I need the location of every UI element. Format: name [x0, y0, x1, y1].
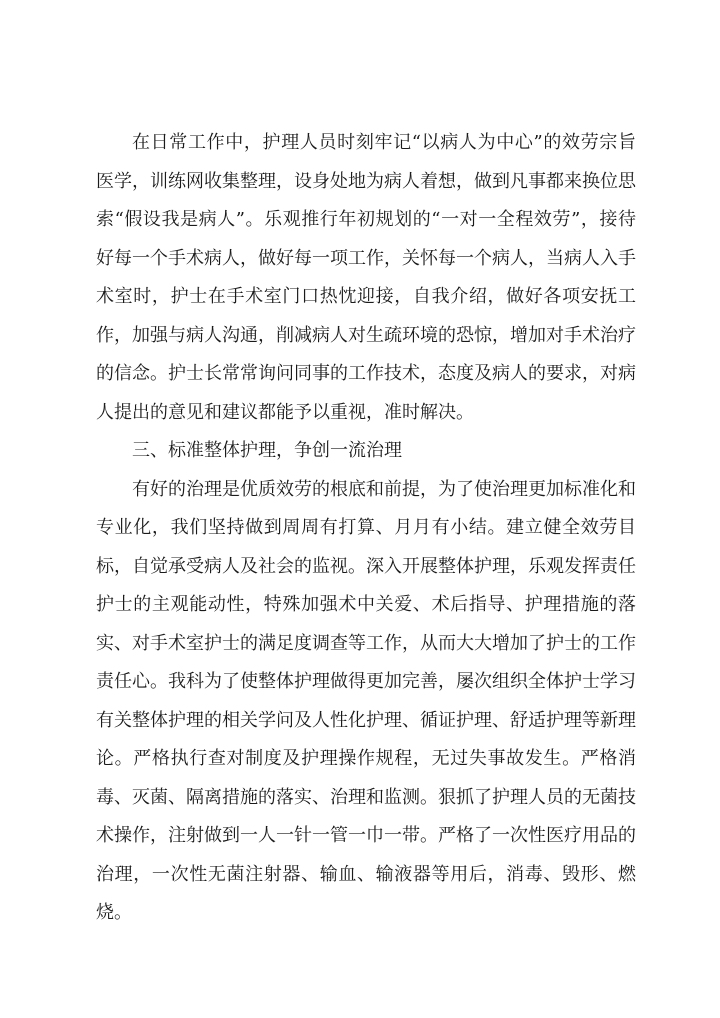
paragraph-management-standardization: 有好的治理是优质效劳的根底和前提，为了使治理更加标准化和专业化，我们坚持做到周周有打算、月月有小结。建立健全效劳目标，自觉承受病人及社会的监视。深入开展整体护理，乐观发挥责任护士的主观能动性，特殊加强术中关爱、术后指导、护理措施的落实、对手术室护士的满足度调查等工作，从而大大增加了护士的工作责任心。我科为了使整体护理做得更加完善，屡次组织全体护士学习有关整体护理的相关学问及人性化护理、循证护理、舒适护理等新理论。严格执行查对制度及护理操作规程，无过失事故发生。严格消毒、灭菌、隔离措施的落实、治理和监测。狠抓了护理人员的无菌技术操作，注射做到一人一针一管一巾一带。严格了一次性医疗用品的治理，一次性无菌注射器、输血、输液器等用后，消毒、毁形、燃烧。: [96, 478, 636, 923]
document-body: [96, 124, 636, 933]
section-heading-holistic-nursing: 三、标准整体护理，争创一流治理: [132, 440, 402, 461]
paragraph-patient-centered-service: 在日常工作中，护理人员时刻牢记“以病人为中心”的效劳宗旨医学，训练网收集整理，设身处地为病人着想，做到凡事都来换位思索“假设我是病人”。乐观推行年初规划的“一对一全程效劳”，接待好每一个手术病人，做好每一项工作，关怀每一个病人，当病人入手术室时，护士在手术室门口热忱迎接，自我介绍，做好各项安抚工作，加强与病人沟通，削减病人对生疏环境的恐惊，增加对手术治疗的信念。护士长常常询问同事的工作技术，态度及病人的要求，对病人提出的意见和建议都能予以重视，准时解决。: [96, 132, 636, 423]
